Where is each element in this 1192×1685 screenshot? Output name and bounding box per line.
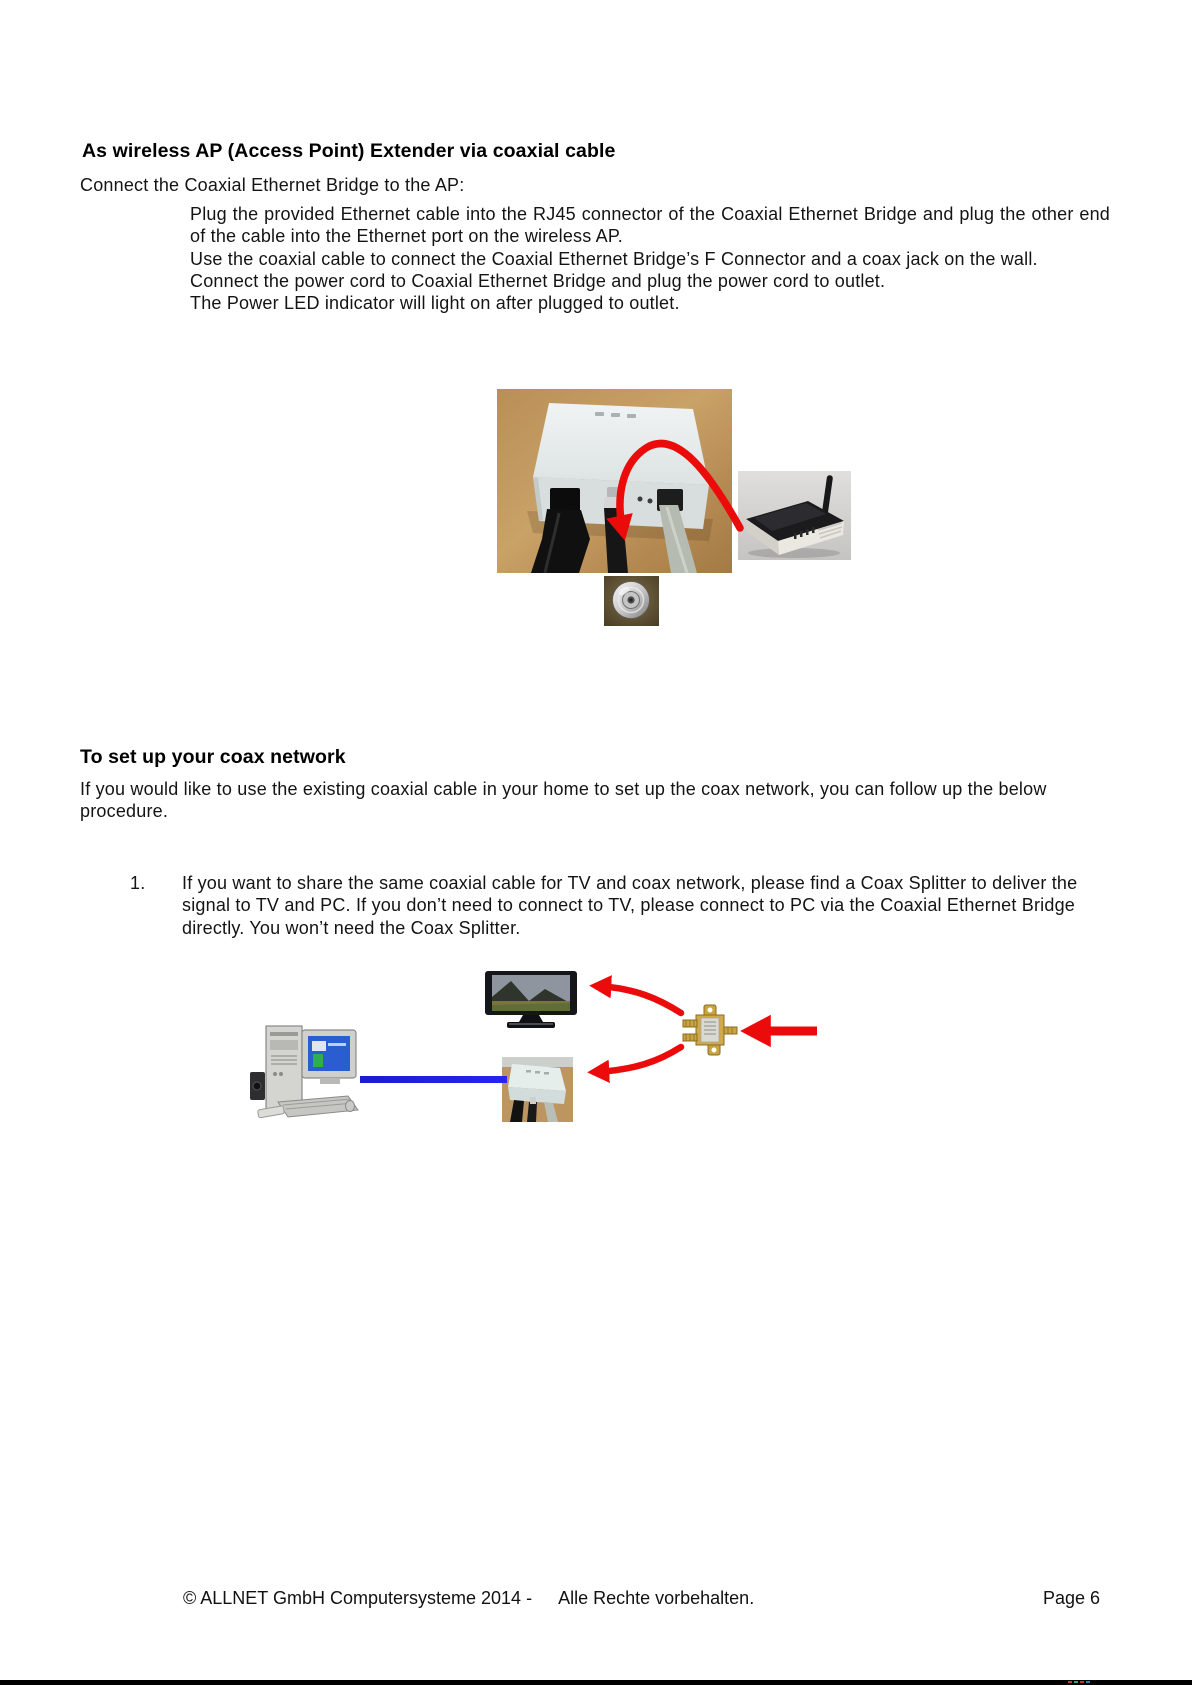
page-number: Page 6 <box>1042 1588 1100 1608</box>
instruction-line: Use the coaxial cable to connect the Coaxial Ethernet Bridge’s F Connector and a coax jack on the wall. <box>190 248 1038 269</box>
instruction-steps <box>190 203 1110 314</box>
section1-heading: As wireless AP (Access Point) Extender via coaxial cable <box>82 140 616 162</box>
instruction-line: Connect the power cord to Coaxial Ethernet Bridge and plug the power cord to outlet. <box>190 270 886 291</box>
section1-intro: Connect the Coaxial Ethernet Bridge to the AP: <box>80 175 465 195</box>
footer-rights: Alle Rechte vorbehalten. <box>558 1588 755 1608</box>
wireless-ap-router-photo <box>738 471 851 560</box>
list-item-number: 1. <box>130 873 146 893</box>
instruction-line: The Power LED indicator will light on after plugged to outlet. <box>190 293 680 314</box>
page-footer <box>0 1588 1192 1612</box>
instruction-line: Plug the provided Ethernet cable into the RJ45 connector of the Coaxial Ethernet Bridge and plug the other end of the cable into the Ethernet port on the wireless AP. <box>190 204 1110 247</box>
tv-illustration <box>485 971 577 1029</box>
list-item-text: If you want to share the same coaxial cable for TV and coax network, please find a Coax Splitter to deliver the signal to TV and PC. If you don’t need to connect to TV, please connect to PC via the Coaxial Ethernet Bridge directly. You won’t need the Coax Splitter. <box>182 873 1078 938</box>
f-connector-photo <box>604 576 659 626</box>
coaxial-ethernet-bridge-photo-small <box>502 1057 573 1122</box>
page-bottom-bar <box>0 1680 1192 1685</box>
section2-heading: To set up your coax network <box>80 746 346 768</box>
section2-intro: If you would like to use the existing coaxial cable in your home to set up the coax network, you can follow up the below procedure. <box>80 779 1047 822</box>
desktop-pc-illustration <box>250 1020 360 1122</box>
footer-copyright: © ALLNET GmbH Computersysteme 2014 - <box>183 1588 533 1608</box>
coax-splitter-photo <box>682 1003 738 1057</box>
ethernet-cable-blue-line <box>360 1076 507 1083</box>
coaxial-ethernet-bridge-photo <box>497 389 732 573</box>
